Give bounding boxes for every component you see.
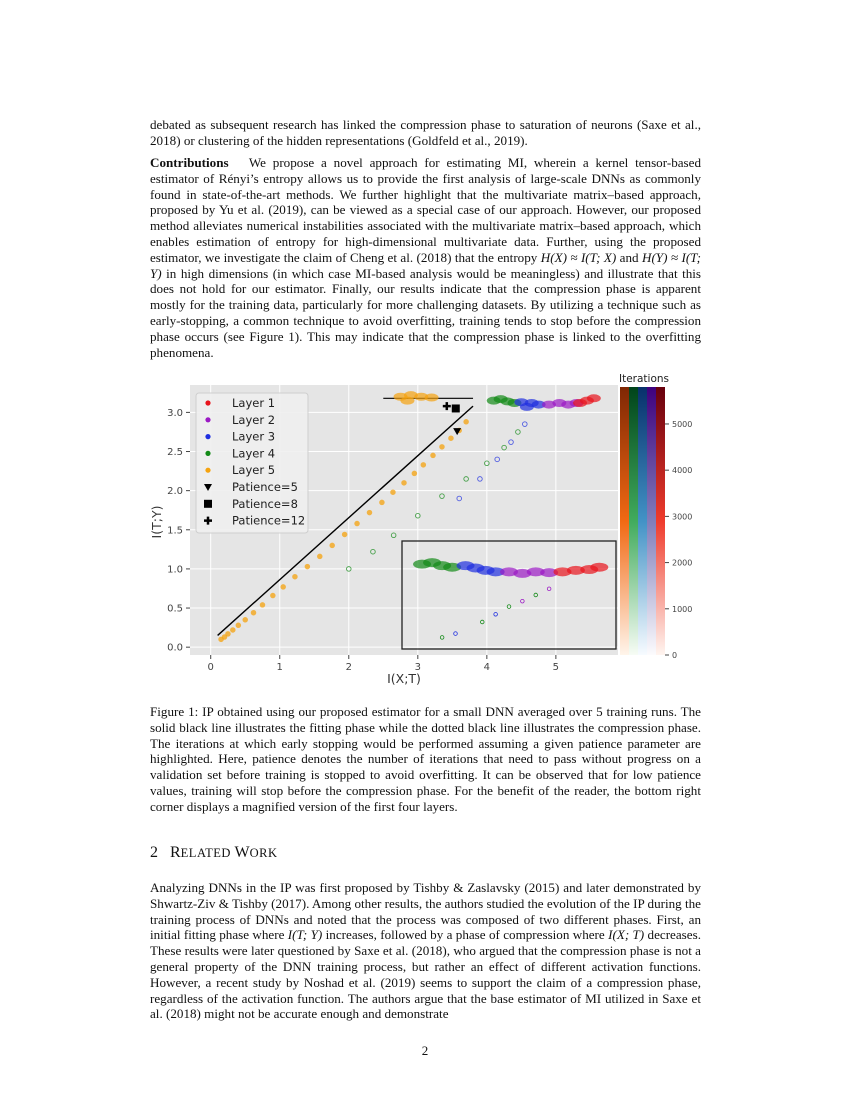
legend-marker [205, 468, 210, 473]
data-point-layer-5 [367, 510, 372, 515]
math-entropy-x: H(X) ≈ I(T; X) [540, 249, 617, 265]
related-work-paragraph [150, 880, 701, 1022]
legend-marker [205, 400, 210, 405]
section-title-ork: ORK [249, 846, 278, 860]
x-axis-label: I(X;T) [387, 671, 421, 686]
y-tick-label: 2.5 [167, 447, 183, 459]
legend-marker [204, 500, 212, 508]
x-tick-label: 2 [345, 662, 352, 673]
data-point-layer-5 [260, 603, 265, 608]
section-title-elated: ELATED [180, 846, 235, 860]
colorbar-reds [656, 387, 665, 655]
contributions-label: Contributions [150, 155, 229, 170]
cluster-point [400, 397, 414, 405]
colorbar [619, 373, 692, 660]
y-tick-label: 0.0 [167, 642, 183, 654]
colorbar-purples [647, 387, 656, 655]
y-tick-label: 3.0 [167, 407, 183, 419]
data-point-layer-5 [231, 628, 236, 633]
intro-paragraph: debated as subsequent research has linked the compression phase to saturation of neurons (Saxe et al., 2018) or clustering of the hidden representations (Goldfeld et al., 2019). [150, 117, 701, 148]
data-point-layer-5 [342, 532, 347, 537]
data-point-layer-5 [317, 554, 322, 559]
data-point-layer-5 [293, 574, 298, 579]
data-point-layer-5 [281, 585, 286, 590]
data-point-layer-5 [271, 593, 276, 598]
colorbar-oranges [620, 387, 629, 655]
legend-marker [205, 434, 210, 439]
y-tick-label: 2.0 [167, 486, 183, 498]
colorbar-tick-label: 3000 [672, 512, 693, 522]
math-ity: I(T; Y) [287, 927, 323, 943]
inset-cluster-point [590, 563, 608, 572]
related-text-2: increases, followed by a phase of compression where [325, 927, 605, 943]
colorbar-label: Iterations [618, 373, 670, 385]
y-tick-label: 0.5 [167, 603, 183, 615]
x-tick-label: 1 [276, 662, 283, 673]
contributions-text-2: in high dimensions (in which case MI-based analysis would be meaningless) and illustrate that this does not hold for our estimator. Finally, our results indicate that the compression phase is apparent mostly for the training data, particularly for more challenging datasets. By utilizing a technique such as early-stopping, a common technique to avoid overfitting, training tends to stop before the compression phase occurs (see Figure 1). This may indicate that the compression phase is linked to the overfitting phenomena. [150, 265, 701, 360]
colorbar-tick-label: 1000 [672, 604, 693, 614]
data-point-layer-5 [440, 445, 445, 450]
legend-marker [205, 417, 210, 422]
x-tick-label: 5 [552, 662, 560, 673]
math-entropy-y: H(Y) ≈ I(T; Y) [150, 249, 701, 281]
data-point-layer-5 [421, 463, 426, 468]
data-point-layer-5 [355, 521, 360, 526]
data-point-layer-5 [330, 543, 335, 548]
legend-label: Layer 3 [232, 429, 276, 444]
page-number: 2 [421, 1043, 429, 1058]
x-tick-label: 4 [483, 662, 491, 673]
colorbar-tick-label: 2000 [672, 558, 693, 568]
data-point-layer-5 [380, 500, 385, 505]
data-point-layer-5 [449, 436, 454, 441]
section-number: 2 [150, 844, 158, 861]
section-title-r: R [170, 844, 181, 861]
data-point-layer-5 [431, 453, 436, 458]
data-point-layer-5 [402, 481, 407, 486]
data-point-layer-5 [226, 632, 231, 637]
section-heading [150, 844, 278, 862]
x-tick-label: 3 [414, 662, 421, 673]
colorbar-tick-label: 4000 [672, 466, 693, 476]
figure-caption: Figure 1: IP obtained using our proposed estimator for a small DNN averaged over 5 training runs. The solid black line illustrates the fitting phase while the dotted black line illustrates the compression phase. The iterations at which early stopping would be performed assuming a given patience parameter are highlighted. Here, patience denotes the number of iterations that need to pass without progress on a validation set before training is stopped to avoid overfitting. It can be observed that for low patience values, training will stop before the compression phase. For the benefit of the reader, the bottom right corner displays a magnified version of the first four layers. [150, 704, 701, 814]
colorbar-tick-label: 0 [672, 651, 678, 660]
data-point-layer-5 [305, 564, 310, 569]
math-ixt: I(X; T) [608, 927, 645, 943]
legend-label: Patience=8 [232, 496, 298, 511]
contributions-paragraph [150, 155, 701, 360]
cluster-point [520, 403, 534, 411]
legend-label: Layer 5 [232, 463, 276, 478]
colorbar-tick-label: 5000 [672, 419, 693, 429]
y-tick-label: 1.0 [167, 564, 183, 576]
legend-label: Layer 4 [232, 446, 276, 461]
legend-label: Layer 1 [232, 396, 276, 410]
section-title-w: W [234, 844, 250, 861]
legend-label: Patience=5 [232, 480, 298, 494]
cluster-point [425, 394, 439, 402]
data-point-layer-5 [464, 419, 469, 424]
legend-marker [205, 451, 210, 456]
patience-8-marker [452, 404, 460, 412]
x-tick-label: 0 [207, 662, 214, 673]
information-plane-chart [150, 370, 701, 690]
legend [196, 393, 308, 533]
data-point-layer-5 [412, 471, 417, 476]
colorbar-blues [638, 387, 647, 655]
data-point-layer-5 [243, 617, 248, 622]
figure-1 [150, 370, 701, 690]
legend-label: Layer 2 [232, 412, 276, 427]
contributions-and: and [619, 249, 639, 265]
colorbar-greens [629, 387, 638, 655]
related-text-3: decreases. These results were later questioned by Saxe et al. (2018), who argued that the compression phase is not a general property of the DNN training process, but rather an effect of different activation functions. However, a recent study by Noshad et al. (2019) seems to support the claim of a compression phase, regardless of the activation function. The authors argue that the base estimator of MI utilized in Saxe et al. (2018) might not be accurate enough and demonstrate [150, 927, 701, 1022]
data-point-layer-5 [391, 490, 396, 495]
legend-label: Patience=12 [232, 513, 306, 528]
data-point-layer-5 [251, 610, 256, 615]
y-axis-label: I(T;Y) [150, 505, 164, 539]
contributions-text-1: We propose a novel approach for estimating MI, wherein a kernel tensor-based estimator of Rényi’s entropy allows us to provide the first analysis of large-scale DNNs as commonly found in state-of-the-art methods. We further highlight that the multivariate matrix–based approach, proposed by Yu et al. (2019), can be viewed as a special case of our approach. However, our proposed method alleviates numerical instabilities associated with the multivariate matrix–based approach, which enables estimation of entropy for high-dimensional multivariate data. Further, using the proposed estimator, we investigate the claim of Cheng et al. (2018) that the entropy [150, 155, 702, 265]
related-text-1: Analyzing DNNs in the IP was first proposed by Tishby & Zaslavsky (2015) and later demonstrated by Shwartz-Ziv & Tishby (2017). Among other results, the authors studied the evolution of the IP during the training process of DNNs and noted that the process was composed of two different phases. First, an initial fitting phase where [150, 880, 701, 943]
cluster-point [587, 394, 601, 402]
y-tick-label: 1.5 [167, 525, 183, 537]
data-point-layer-5 [236, 623, 241, 628]
